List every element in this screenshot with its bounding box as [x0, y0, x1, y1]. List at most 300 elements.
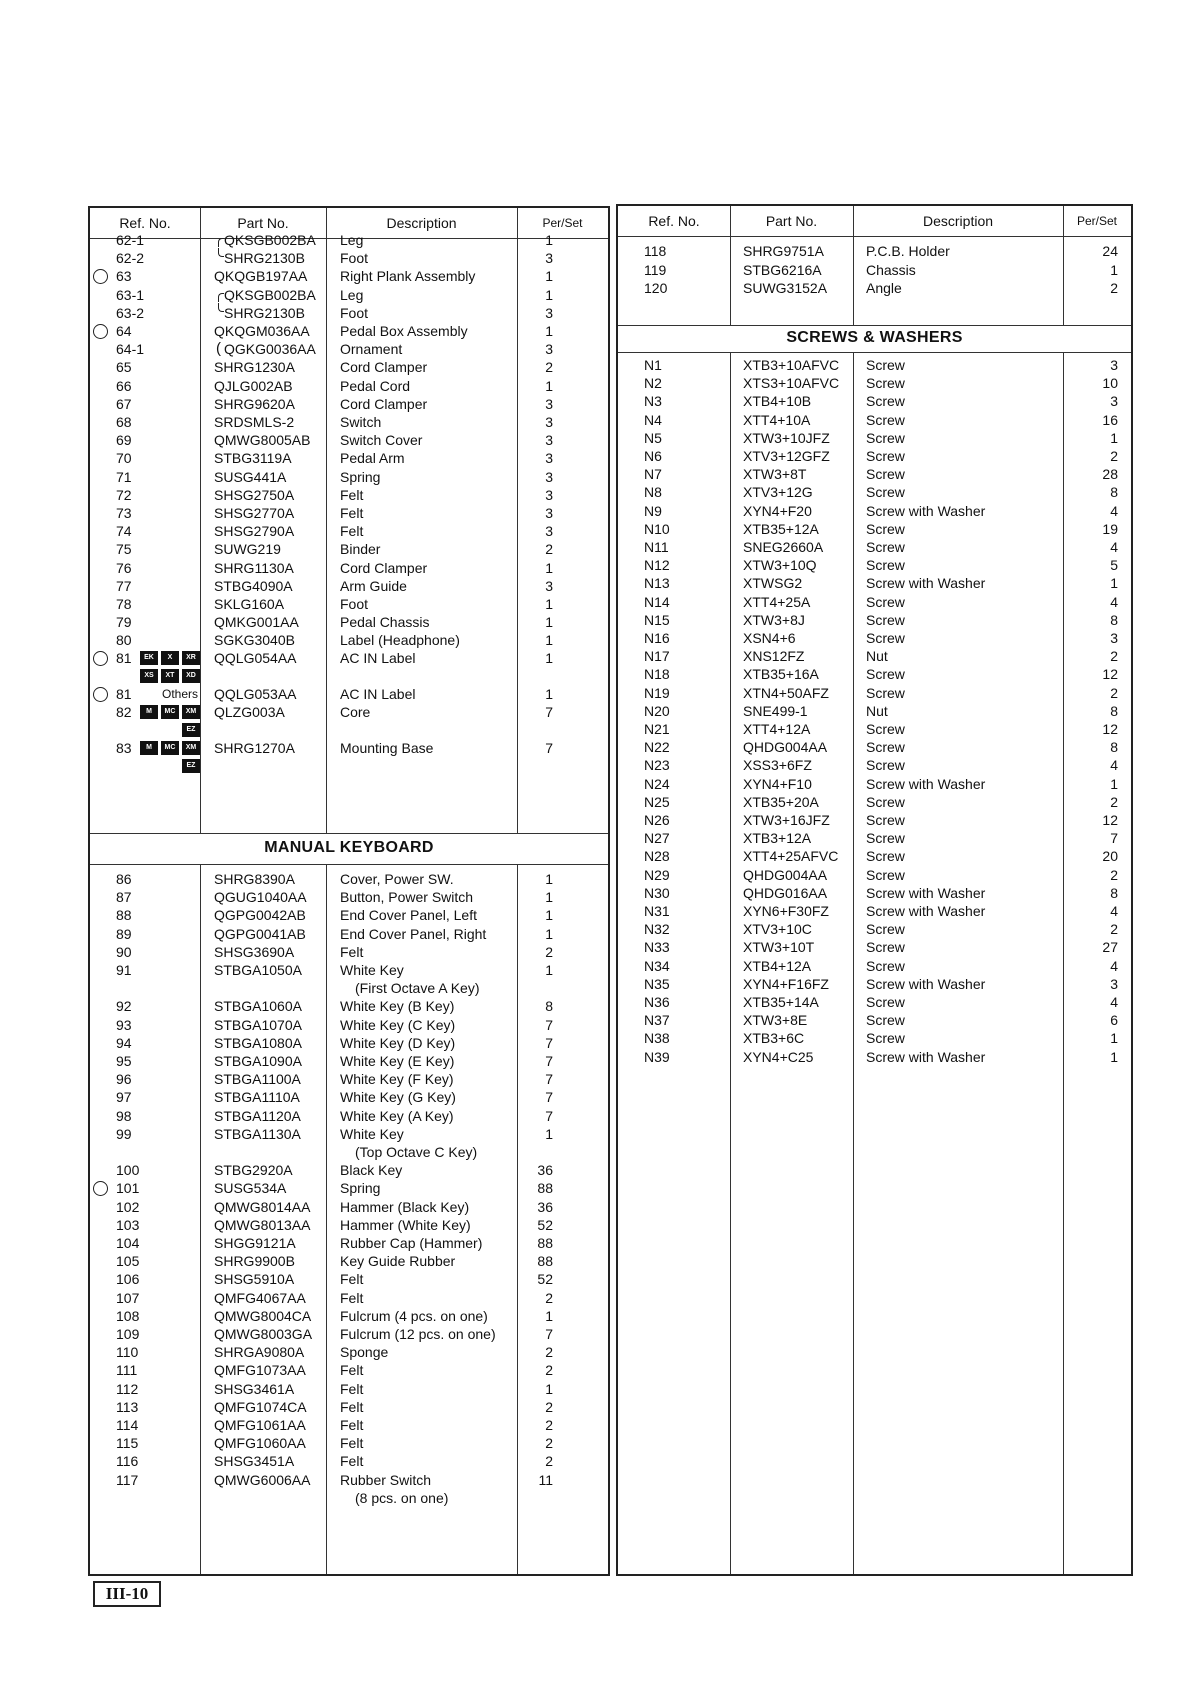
part-no-cell: SNEG2660A: [743, 539, 824, 555]
part-no-cell: QGKG0036AA: [224, 341, 316, 358]
description-cell: Felt: [340, 1289, 364, 1306]
part-no-cell: QMFG1074CA: [214, 1398, 307, 1415]
description-cell: Pedal Box Assembly: [340, 323, 468, 339]
per-set-cell: 2: [1110, 684, 1118, 701]
header-per-set: Per/Set: [1076, 214, 1118, 228]
ref-no-cell: N19: [644, 684, 670, 701]
ref-no-cell: N22: [644, 739, 670, 756]
per-set-cell: 1: [545, 632, 553, 649]
per-set-cell: 1: [1110, 775, 1118, 792]
part-no-cell: SUSG534A: [214, 1180, 287, 1197]
part-no-cell: XYN6+F30FZ: [743, 903, 829, 919]
ref-no-cell: N32: [644, 921, 670, 938]
part-no-cell: XYN4+C25: [743, 1048, 814, 1065]
description-cell: Screw: [866, 739, 905, 756]
part-no-cell: QQLG053AA: [214, 686, 297, 702]
part-no-cell: SHRG8390A: [214, 871, 295, 887]
part-no-cell: XTV3+12GFZ: [743, 448, 830, 464]
ref-no-cell: 62-2: [116, 250, 145, 267]
per-set-cell: 7: [545, 1016, 553, 1033]
per-set-cell: 2: [545, 1435, 553, 1452]
others-label: Others: [162, 687, 199, 701]
section-title-manual-keyboard: MANUAL KEYBOARD: [264, 839, 434, 856]
part-no-cell: STBG2920A: [214, 1162, 293, 1179]
description-cell: Screw: [866, 357, 905, 373]
part-no-cell: STBGA1130A: [214, 1125, 301, 1142]
part-no-cell: XTW3+10T: [743, 939, 815, 956]
part-no-cell: QQLG054AA: [214, 650, 297, 666]
ref-no-cell: 88: [116, 907, 132, 924]
ref-no-cell: N4: [644, 411, 662, 428]
per-set-cell: 3: [1110, 630, 1118, 646]
ref-no-cell: 73: [116, 505, 132, 521]
description-cell: Rubber Switch: [340, 1471, 432, 1488]
part-no-cell: STBGA1060A: [214, 998, 302, 1015]
per-set-cell: 1: [545, 907, 553, 924]
model-badge-icon: XR: [182, 651, 200, 665]
description-cell: Arm Guide: [340, 577, 407, 594]
per-set-cell: 12: [1102, 666, 1118, 683]
description-cell: Black Key: [340, 1162, 403, 1179]
description-cell: Screw with Washer: [866, 775, 986, 792]
part-no-cell: QGPG0042AB: [214, 907, 306, 924]
section-title-screws-washers: SCREWS & WASHERS: [786, 329, 963, 346]
description-cell: Screw: [866, 830, 905, 847]
model-badge-icon: EZ: [182, 723, 200, 737]
description-cell: Hammer (Black Key): [340, 1198, 470, 1215]
ref-no-cell: 98: [116, 1107, 132, 1124]
part-no-cell: SGKG3040B: [214, 632, 295, 649]
description-cell: Spring: [340, 468, 381, 485]
description-cell: Felt: [340, 1417, 364, 1433]
part-no-cell: STBG6216A: [743, 261, 822, 278]
col-divider: [200, 208, 201, 1574]
per-set-cell: 11: [538, 1471, 553, 1488]
part-no-cell: QMFG4067AA: [214, 1289, 306, 1306]
ref-no-cell: 93: [116, 1016, 132, 1033]
part-no-cell: QMFG1060AA: [214, 1435, 306, 1452]
per-set-cell: 2: [545, 1289, 553, 1306]
per-set-cell: 27: [1102, 939, 1118, 956]
per-set-cell: 2: [545, 1344, 553, 1361]
ref-no-cell: N12: [644, 557, 670, 574]
per-set-cell: 2: [545, 1398, 553, 1415]
part-no-cell: XYN4+F10: [743, 775, 812, 792]
per-set-cell: 3: [1110, 357, 1118, 373]
ref-no-cell: 110: [116, 1344, 139, 1361]
per-set-cell: 3: [545, 505, 553, 521]
description-cell: White Key (D Key): [340, 1034, 456, 1051]
description-cell: Pedal Chassis: [340, 614, 430, 631]
part-no-cell: XTB35+20A: [743, 793, 819, 810]
ref-no-cell: N36: [644, 994, 670, 1010]
part-no-cell: XTB4+10B: [743, 393, 812, 410]
part-no-cell: STBGA1100A: [214, 1071, 301, 1088]
per-set-cell: 1: [545, 323, 553, 339]
description-cell: Felt: [340, 1380, 364, 1397]
part-no-cell: XTV3+10C: [743, 921, 812, 938]
ref-no-cell: N18: [644, 666, 670, 683]
description-cell: Screw: [866, 957, 905, 974]
part-no-cell: QKQGB197AA: [214, 268, 308, 285]
per-set-cell: 4: [1110, 502, 1118, 519]
per-set-cell: 1: [545, 1307, 553, 1324]
per-set-cell: 52: [537, 1216, 553, 1233]
ref-no-cell: 89: [116, 925, 132, 942]
per-set-cell: 2: [545, 943, 553, 960]
per-set-cell: 7: [545, 740, 553, 756]
ref-no-cell: 81: [116, 650, 132, 666]
per-set-cell: 88: [537, 1253, 553, 1270]
description-cell: Screw: [866, 666, 905, 683]
ref-no-cell: N8: [644, 484, 662, 501]
per-set-cell: 3: [545, 450, 553, 467]
description-cell: Rubber Cap (Hammer): [340, 1235, 483, 1251]
per-set-cell: 3: [545, 577, 553, 594]
ref-no-cell: 72: [116, 486, 132, 503]
part-no-cell: QLZG003A: [214, 704, 285, 720]
description-cell: (First Octave A Key): [355, 980, 480, 997]
part-no-cell: QMWG8004CA: [214, 1307, 312, 1324]
per-set-cell: 1: [545, 686, 553, 702]
circle-icon: [93, 687, 108, 702]
ref-no-cell: 87: [116, 889, 132, 906]
ref-no-cell: 96: [116, 1071, 132, 1088]
per-set-cell: 1: [1110, 1048, 1118, 1065]
header-ref-no: Ref. No.: [119, 215, 171, 231]
parts-table-right: [616, 204, 1133, 1576]
per-set-cell: 1: [545, 1380, 553, 1397]
description-cell: Core: [340, 704, 371, 720]
part-no-cell: XTB3+6C: [743, 1030, 805, 1047]
per-set-cell: 7: [1110, 830, 1118, 847]
ref-no-cell: N30: [644, 884, 670, 901]
part-no-cell: XTW3+8J: [743, 611, 805, 628]
description-cell: Felt: [340, 1398, 364, 1415]
per-set-cell: 2: [1110, 280, 1118, 296]
description-cell: Foot: [340, 250, 369, 267]
part-no-cell: QMWG8003GA: [214, 1326, 313, 1342]
description-cell: Nut: [866, 648, 888, 665]
header-part-no: Part No.: [237, 215, 289, 231]
ref-no-cell: N29: [644, 866, 670, 883]
ref-no-cell: 83: [116, 740, 132, 756]
model-badge-icon: MC: [161, 741, 179, 755]
part-no-cell: QHDG016AA: [743, 884, 828, 901]
per-set-cell: 3: [545, 468, 553, 485]
part-no-cell: QGUG1040AA: [214, 889, 307, 906]
ref-no-cell: N31: [644, 903, 670, 919]
description-cell: Screw: [866, 484, 905, 501]
per-set-cell: 3: [545, 432, 553, 449]
ref-no-cell: N14: [644, 593, 670, 610]
part-no-cell: XTW3+16JFZ: [743, 812, 830, 828]
bracket-icon: [218, 293, 224, 302]
part-no-cell: XTT4+12A: [743, 721, 811, 737]
description-cell: Screw: [866, 375, 905, 392]
part-no-cell: SHRG1130A: [214, 559, 294, 576]
ref-no-cell: 91: [116, 962, 132, 978]
description-cell: Mounting Base: [340, 740, 434, 756]
ref-no-cell: 74: [116, 523, 132, 540]
description-cell: End Cover Panel, Left: [340, 907, 477, 924]
per-set-cell: 3: [545, 523, 553, 540]
ref-no-cell: 114: [116, 1417, 139, 1433]
per-set-cell: 3: [545, 341, 553, 358]
ref-no-cell: 63: [116, 268, 132, 285]
ref-no-cell: N21: [644, 721, 670, 737]
per-set-cell: 3: [545, 304, 553, 321]
part-no-cell: SHRG1230A: [214, 359, 295, 376]
description-cell: Cord Clamper: [340, 559, 428, 576]
part-no-cell: STBGA1080A: [214, 1034, 302, 1051]
ref-no-cell: N33: [644, 939, 670, 956]
ref-no-cell: N34: [644, 957, 670, 974]
description-cell: Screw with Washer: [866, 1048, 986, 1065]
description-cell: Felt: [340, 1271, 364, 1288]
per-set-cell: 36: [537, 1198, 553, 1215]
per-set-cell: 4: [1110, 539, 1118, 555]
ref-no-cell: N1: [644, 357, 662, 373]
per-set-cell: 1: [545, 962, 553, 978]
per-set-cell: 7: [545, 704, 553, 720]
per-set-cell: 1: [545, 268, 553, 285]
part-no-cell: SHSG3690A: [214, 943, 295, 960]
per-set-cell: 1: [1110, 575, 1118, 592]
per-set-cell: 1: [545, 232, 553, 248]
ref-no-cell: 82: [116, 704, 132, 720]
ref-no-cell: 62-1: [116, 232, 145, 248]
model-badge-icon: X: [161, 651, 179, 665]
per-set-cell: 7: [545, 1053, 553, 1069]
ref-no-cell: 65: [116, 359, 132, 376]
part-no-cell: SHRG9751A: [743, 243, 824, 259]
description-cell: Screw with Washer: [866, 975, 986, 992]
description-cell: Felt: [340, 1435, 364, 1452]
part-no-cell: XTWSG2: [743, 575, 803, 592]
per-set-cell: 16: [1102, 411, 1118, 428]
part-no-cell: SHSG2790A: [214, 523, 295, 540]
description-cell: White Key (C Key): [340, 1016, 456, 1033]
ref-no-cell: 111: [116, 1362, 138, 1379]
ref-no-cell: 119: [644, 261, 667, 278]
per-set-cell: 1: [545, 889, 553, 906]
description-cell: White Key (B Key): [340, 998, 455, 1015]
per-set-cell: 88: [537, 1180, 553, 1197]
description-cell: Screw: [866, 721, 905, 737]
per-set-cell: 8: [1110, 484, 1118, 501]
part-no-cell: SRDSMLS-2: [214, 414, 295, 430]
ref-no-cell: N38: [644, 1030, 670, 1047]
part-no-cell: XTB3+10AFVC: [743, 357, 840, 373]
part-no-cell: QGPG0041AB: [214, 925, 306, 942]
per-set-cell: 3: [545, 250, 553, 267]
ref-no-cell: 81: [116, 686, 132, 702]
part-no-cell: QKQGM036AA: [214, 323, 310, 339]
description-cell: (Top Octave C Key): [355, 1144, 478, 1160]
description-cell: Hammer (White Key): [340, 1216, 471, 1233]
description-cell: Screw with Washer: [866, 884, 986, 901]
header-divider: [618, 236, 1131, 237]
per-set-cell: 2: [545, 541, 553, 558]
ref-no-cell: N15: [644, 611, 670, 628]
description-cell: Screw: [866, 921, 905, 938]
description-cell: Felt: [340, 523, 364, 540]
description-cell: Screw: [866, 557, 905, 574]
ref-no-cell: 112: [116, 1380, 139, 1397]
description-cell: White Key: [340, 1125, 404, 1142]
per-set-cell: 7: [545, 1071, 553, 1088]
part-no-cell: SUWG219: [214, 541, 281, 558]
description-cell: Pedal Arm: [340, 450, 405, 467]
part-no-cell: SHSG3451A: [214, 1453, 295, 1470]
description-cell: Key Guide Rubber: [340, 1253, 456, 1270]
description-cell: Screw: [866, 1012, 905, 1029]
header-ref-no: Ref. No.: [648, 213, 700, 229]
description-cell: Felt: [340, 943, 364, 960]
description-cell: Screw: [866, 939, 905, 956]
header-per-set: Per/Set: [542, 216, 583, 230]
part-no-cell: STBGA1050A: [214, 962, 302, 978]
per-set-cell: 24: [1102, 243, 1118, 259]
ref-no-cell: 108: [116, 1307, 140, 1324]
ref-no-cell: 63-1: [116, 286, 145, 303]
per-set-cell: 4: [1110, 957, 1118, 974]
part-no-cell: XTB35+12A: [743, 520, 819, 537]
description-cell: Sponge: [340, 1344, 389, 1361]
ref-no-cell: N13: [644, 575, 670, 592]
ref-no-cell: 92: [116, 998, 132, 1015]
ref-no-cell: 79: [116, 614, 132, 631]
per-set-cell: 1: [545, 286, 553, 303]
per-set-cell: 5: [1110, 557, 1118, 574]
part-no-cell: STBG3119A: [214, 450, 292, 467]
ref-no-cell: N7: [644, 466, 662, 483]
ref-no-cell: 77: [116, 577, 132, 594]
ref-no-cell: 100: [116, 1162, 140, 1179]
per-set-cell: 2: [545, 359, 553, 376]
per-set-cell: 8: [1110, 739, 1118, 756]
part-no-cell: XTW3+8T: [743, 466, 807, 483]
page-number-label: III-10: [93, 1581, 161, 1607]
description-cell: White Key (G Key): [340, 1089, 456, 1106]
part-no-cell: XTN4+50AFZ: [743, 684, 829, 701]
part-no-cell: XYN4+F20: [743, 502, 812, 519]
description-cell: White Key (A Key): [340, 1107, 454, 1124]
ref-no-cell: 64: [116, 323, 132, 339]
description-cell: Leg: [340, 286, 364, 303]
part-no-cell: QMFG1061AA: [214, 1417, 306, 1433]
part-no-cell: XTB4+12A: [743, 957, 812, 974]
per-set-cell: 7: [545, 1034, 553, 1051]
per-set-cell: 8: [545, 998, 553, 1015]
description-cell: Screw: [866, 812, 905, 828]
description-cell: White Key (F Key): [340, 1071, 454, 1088]
description-cell: Felt: [340, 1362, 364, 1379]
per-set-cell: 3: [1110, 975, 1118, 992]
per-set-cell: 12: [1102, 721, 1118, 737]
ref-no-cell: N17: [644, 648, 670, 665]
ref-no-cell: 102: [116, 1198, 140, 1215]
part-no-cell: QMWG8013AA: [214, 1216, 311, 1233]
per-set-cell: 8: [1110, 702, 1118, 719]
per-set-cell: 1: [1110, 261, 1118, 278]
ref-no-cell: N16: [644, 630, 670, 646]
ref-no-cell: 71: [116, 468, 132, 485]
ref-no-cell: 68: [116, 414, 132, 430]
model-badge-icon: M: [140, 705, 158, 719]
part-no-cell: SHGG9121A: [214, 1235, 296, 1251]
bracket-icon: [218, 248, 224, 257]
ref-no-cell: N26: [644, 812, 670, 828]
description-cell: Spring: [340, 1180, 381, 1197]
ref-no-cell: N2: [644, 375, 662, 392]
ref-no-cell: N27: [644, 830, 670, 847]
ref-no-cell: 70: [116, 450, 132, 467]
model-badge-icon: XS: [140, 669, 158, 683]
part-no-cell: SHRG2130B: [224, 250, 305, 267]
part-no-cell: XTW3+10Q: [743, 557, 817, 574]
part-no-cell: SKLG160A: [214, 596, 285, 612]
description-cell: Screw: [866, 848, 905, 865]
per-set-cell: 7: [545, 1326, 553, 1342]
part-no-cell: QMFG1073AA: [214, 1362, 306, 1379]
description-cell: Switch Cover: [340, 432, 423, 449]
part-no-cell: XTW3+10JFZ: [743, 429, 830, 446]
per-set-cell: 3: [545, 414, 553, 430]
per-set-cell: 1: [545, 650, 553, 666]
part-no-cell: SHSG2770A: [214, 505, 295, 521]
col-divider: [853, 206, 854, 1574]
description-cell: Screw: [866, 593, 905, 610]
part-no-cell: QHDG004AA: [743, 866, 828, 883]
part-no-cell: STBG4090A: [214, 577, 293, 594]
part-no-cell: XTW3+8E: [743, 1012, 808, 1029]
part-no-cell: SHRGA9080A: [214, 1344, 305, 1361]
part-no-cell: QMWG6006AA: [214, 1471, 311, 1488]
part-no-cell: QHDG004AA: [743, 739, 828, 756]
model-badge-icon: EZ: [182, 759, 200, 773]
description-cell: Switch: [340, 414, 382, 430]
bracket-icon: [218, 238, 224, 247]
ref-no-cell: 63-2: [116, 304, 145, 321]
part-no-cell: STBGA1120A: [214, 1107, 301, 1124]
per-set-cell: 4: [1110, 593, 1118, 610]
col-divider: [730, 206, 731, 1574]
description-cell: Binder: [340, 541, 381, 558]
ref-no-cell: 97: [116, 1089, 132, 1106]
per-set-cell: 1: [1110, 429, 1118, 446]
part-no-cell: SHSG2750A: [214, 486, 295, 503]
part-no-cell: SHRG1270A: [214, 740, 295, 756]
part-no-cell: XSN4+6: [743, 630, 796, 646]
model-badge-icon: MC: [161, 705, 179, 719]
description-cell: Felt: [340, 505, 364, 521]
description-cell: Cord Clamper: [340, 395, 428, 412]
description-cell: Ornament: [340, 341, 403, 358]
paren-icon: (: [216, 340, 221, 358]
description-cell: Screw with Washer: [866, 575, 986, 592]
ref-no-cell: 99: [116, 1125, 132, 1142]
ref-no-cell: 120: [644, 280, 668, 296]
ref-no-cell: 86: [116, 871, 132, 887]
per-set-cell: 36: [537, 1162, 553, 1179]
ref-no-cell: N24: [644, 775, 670, 792]
description-cell: AC IN Label: [340, 686, 416, 702]
per-set-cell: 6: [1110, 1012, 1118, 1029]
part-no-cell: QKSGB002BA: [224, 286, 316, 303]
ref-no-cell: 103: [116, 1216, 140, 1233]
